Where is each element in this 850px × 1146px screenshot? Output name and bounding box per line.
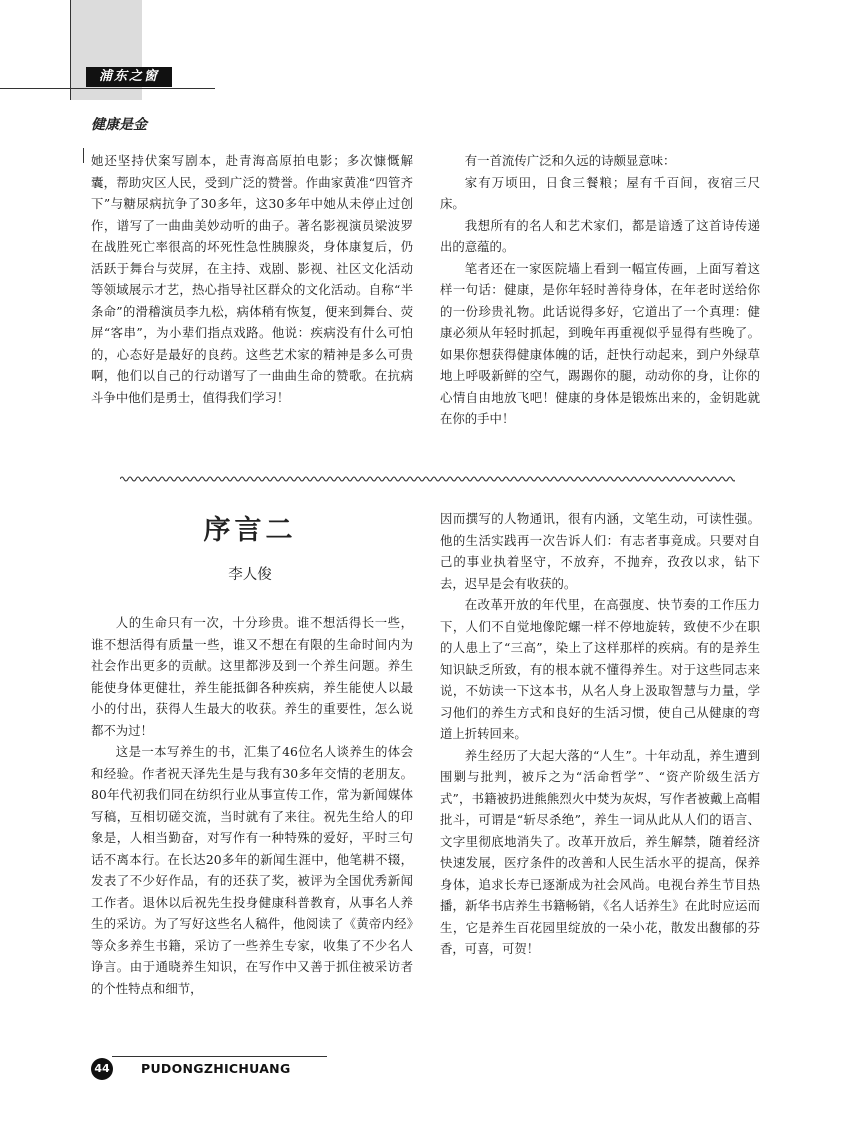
page-number: 44	[91, 1058, 113, 1080]
magazine-banner: 浦东之窗	[86, 67, 172, 87]
header-vertical-rule	[70, 0, 71, 100]
wavy-divider	[120, 474, 735, 484]
bottom-right-column	[440, 508, 760, 960]
header-horizontal-rule	[0, 88, 215, 89]
paragraph: 因而撰写的人物通讯，很有内涵，文笔生动，可读性强。他的生活实践再一次告诉人们：有志者事竟成。只要对自己的事业执着坚守，不放弃，不抛弃，孜孜以求，钻下去，迟早是会有收获的。	[440, 511, 760, 591]
section-title: 健康是金	[91, 117, 147, 133]
paragraph: 这是一本写养生的书，汇集了46位名人谈养生的体会和经验。作者祝天泽先生是与我有30多年交情的老朋友。80年代初我们同在纺织行业从事宣传工作，常为新闻媒体写稿，互相切磋交流，当时就有了来往。祝先生给人的印象是，人相当勤奋，对写作有一种特殊的爱好，平时三句话不离本行。在长达20多年的新闻生涯中，他笔耕不辍，发表了不少好作品，有的还获了奖，被评为全国优秀新闻工作者。退休以后祝先生投身健康科普教育，从事名人养生的采访。为了写好这些名人稿件，他阅读了《黄帝内经》等众多养生书籍，采访了一些养生专家，收集了不少名人诤言。由于通晓养生知识，在写作中又善于抓住被采访者的个性特点和细节，	[91, 744, 413, 996]
paragraph: 她还坚持伏案写剧本，赴青海高原拍电影；多次慷慨解囊，帮助灾区人民，受到广泛的赞誉。作曲家黄准“四管齐下”与糖尿病抗争了30多年，这30多年中她从未停止过创作，谱写了一曲曲美妙动听的曲子。著名影视演员梁波罗在战胜死亡率很高的坏死性急性胰腺炎，身体康复后，仍活跃于舞台与荧屏，在主持、戏剧、影视、社区文化活动等领域展示才艺，热心指导社区群众的文化活动。自称“半条命”的滑稽演员李九松，病体稍有恢复，便来到舞台、荧屏“客串”，为小辈们指点戏路。他说：疾病没有什么可怕的，心态好是最好的良药。这些艺术家的精神是多么可贵啊，他们以自己的行动谱写了一曲曲生命的赞歌。在抗病斗争中他们是勇士，值得我们学习！	[91, 153, 413, 405]
article-author: 李人俊	[228, 567, 272, 583]
column-marker	[83, 148, 84, 163]
paragraph: 有一首流传广泛和久远的诗颇显意味：	[464, 153, 676, 168]
poem-line: 家有万顷田，日食三餐粮；屋有千百间，夜宿三尺床。	[440, 174, 760, 211]
paragraph: 养生经历了大起大落的“人生”。十年动乱，养生遭到围剿与批判，被斥之为“活命哲学”、“资产阶级生活方式”，书籍被扔进熊熊烈火中焚为灰烬，写作者被戴上高帽批斗，可谓是“斩尽杀绝”，养生一词从此从人们的语言、文字里彻底地消失了。改革开放后，养生解禁，随着经济快速发展，医疗条件的改善和人民生活水平的提高，保养身体，追求长寿已逐渐成为社会风尚。电视台养生节目热播，新华书店养生书籍畅销，《名人话养生》在此时应运而生，它是养生百花园里绽放的一朵小花，散发出馥郁的芬香，可喜，可贺！	[440, 747, 760, 956]
paragraph: 在改革开放的年代里，在高强度、快节奏的工作压力下，人们不自觉地像陀螺一样不停地旋转，致使不少在职的人患上了“三高”，染上了这样那样的疾病。有的是养生知识缺乏所致，有的根本就不懂得养生。对于这些同志来说，不妨读一下这本书，从名人身上汲取智慧与力量，学习他们的养生方式和良好的生活习惯，使自己从健康的弯道上折转回来。	[440, 597, 760, 741]
top-left-column	[91, 150, 413, 408]
footer-magazine-name: PUDONGZHICHUANG	[141, 1061, 291, 1076]
paragraph: 笔者还在一家医院墙上看到一幅宣传画，上面写着这样一句话：健康，是你年轻时善待身体，在年老时送给你的一份珍贵礼物。此话说得多好，它道出了一个真理：健康必须从年轻时抓起，到晚年再重视似乎显得有些晚了。如果你想获得健康体魄的话，赶快行动起来，到户外绿草地上呼吸新鲜的空气，踢踢你的腿，动动你的身，让你的心情自由地放飞吧！健康的身体是锻炼出来的，金钥匙就在你的手中！	[440, 260, 760, 426]
footer-rule	[112, 1056, 327, 1057]
top-right-column	[440, 150, 760, 430]
paragraph: 人的生命只有一次，十分珍贵。谁不想活得长一些，谁不想活得有质量一些，谁又不想在有限的生命时间内为社会作出更多的贡献。这里都涉及到一个养生问题。养生能使身体更健壮，养生能抵御各种疾病，养生能使人以最小的付出，获得人生最大的收获。养生的重要性，怎么说都不为过！	[91, 615, 413, 738]
paragraph: 我想所有的名人和艺术家们，都是谙透了这首诗传递出的意蕴的。	[440, 217, 760, 254]
article-title: 序言二	[203, 515, 297, 546]
bottom-left-column	[91, 612, 413, 999]
